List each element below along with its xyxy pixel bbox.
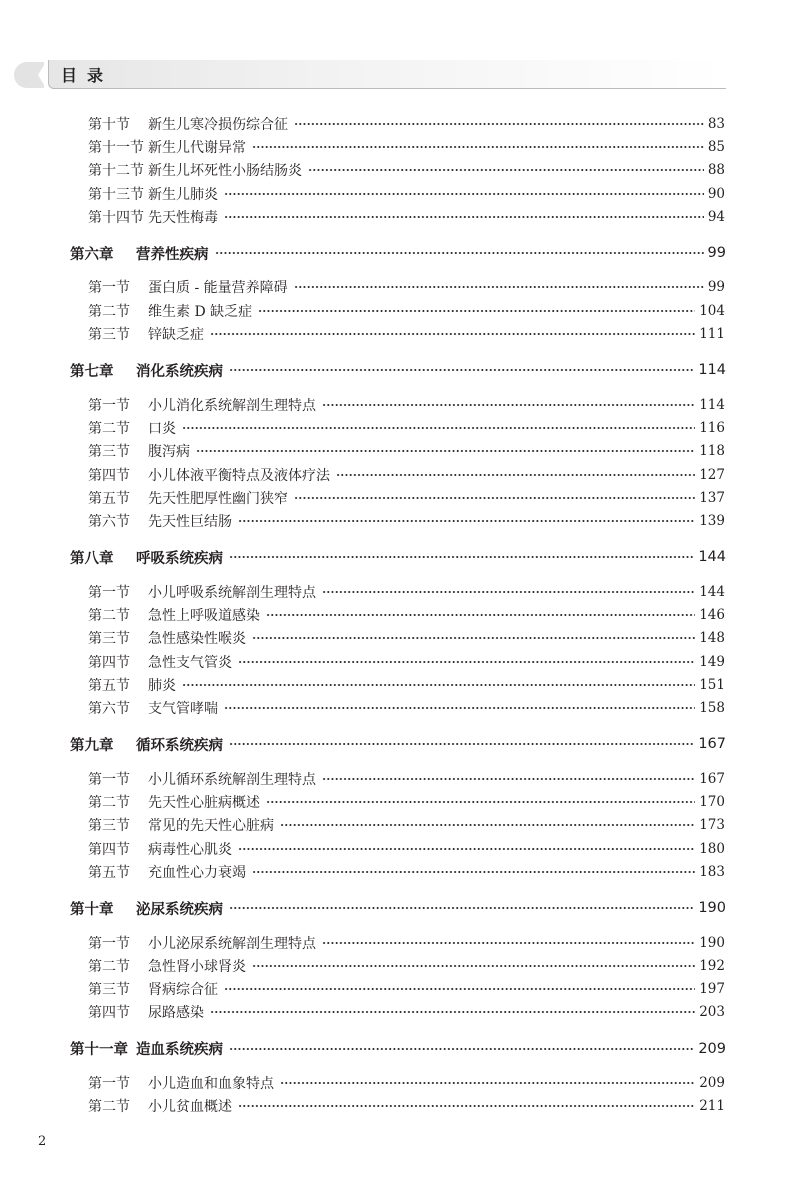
entry-page: 170 (699, 794, 725, 811)
dot-leader (229, 554, 694, 560)
toc-section-entry[interactable] (0, 650, 725, 673)
entry-title: 尿路感染 (148, 1005, 204, 1022)
dot-leader (224, 191, 704, 197)
entry-number: 第四节 (88, 467, 130, 484)
dot-leader (252, 869, 695, 875)
entry-page: 114 (699, 396, 725, 413)
entry-page: 139 (699, 513, 725, 530)
entry-title: 蛋白质 - 能量营养障碍 (148, 280, 288, 297)
entry-title: 维生素 D 缺乏症 (148, 303, 253, 320)
entry-title: 肾病综合征 (148, 982, 218, 999)
toc-section-entry[interactable] (0, 1001, 725, 1024)
toc-section-entry[interactable] (0, 697, 725, 720)
dot-leader (266, 799, 695, 805)
page-number: 2 (38, 1134, 47, 1149)
entry-number: 第三节 (88, 631, 130, 648)
dot-leader (224, 986, 695, 992)
toc-section-entry[interactable] (0, 673, 725, 696)
entry-number: 第二节 (88, 958, 130, 975)
entry-number: 第一节 (88, 397, 130, 414)
entry-number: 第九章 (70, 737, 114, 754)
entry-number: 第四节 (88, 654, 130, 671)
toc-section-entry[interactable] (0, 205, 725, 228)
toc-section-entry[interactable] (0, 299, 725, 322)
toc-section-entry[interactable] (0, 1095, 725, 1118)
toc-section-entry[interactable] (0, 276, 725, 299)
entry-page: 144 (698, 549, 726, 566)
entry-title: 消化系统疾病 (136, 363, 223, 380)
entry-page: 127 (699, 466, 725, 483)
toc-section-entry[interactable] (0, 1071, 725, 1094)
entry-title: 新生儿代谢异常 (148, 139, 246, 156)
entry-title: 急性支气管炎 (148, 654, 232, 671)
entry-title: 腹泻病 (148, 444, 190, 461)
table-of-contents (0, 112, 800, 1118)
entry-page: 190 (699, 934, 725, 951)
entry-title: 先天性肥厚性幽门狭窄 (148, 490, 288, 507)
entry-number: 第十一节 (88, 139, 144, 156)
entry-number: 第十四节 (88, 209, 144, 226)
toc-section-entry[interactable] (0, 837, 725, 860)
entry-number: 第六节 (88, 701, 130, 718)
entry-page: 94 (707, 208, 725, 225)
entry-page: 144 (699, 583, 725, 600)
entry-page: 99 (707, 279, 725, 296)
dot-leader (196, 448, 695, 454)
entry-page: 88 (707, 162, 725, 179)
entry-number: 第四节 (88, 841, 130, 858)
toc-section-entry[interactable] (0, 416, 725, 439)
entry-page: 83 (707, 115, 725, 132)
dot-leader (294, 284, 704, 290)
entry-title: 新生儿肺炎 (148, 186, 218, 203)
entry-title: 急性上呼吸道感染 (148, 607, 260, 624)
entry-page: 158 (699, 700, 725, 717)
dot-leader (322, 776, 695, 782)
entry-page: 167 (699, 770, 725, 787)
dot-leader (238, 846, 695, 852)
toc-section-entry[interactable] (0, 463, 725, 486)
entry-title: 造血系统疾病 (136, 1042, 223, 1059)
header-bar (48, 60, 726, 89)
toc-chapter-entry[interactable] (0, 359, 726, 382)
toc-section-entry[interactable] (0, 978, 725, 1001)
dot-leader (336, 472, 695, 478)
dot-leader (229, 367, 694, 373)
entry-page: 104 (699, 302, 725, 319)
page-header (0, 58, 800, 92)
toc-section-entry[interactable] (0, 440, 725, 463)
dot-leader (252, 635, 695, 641)
entry-number: 第八章 (70, 550, 114, 567)
entry-page: 90 (707, 185, 725, 202)
dot-leader (294, 495, 695, 501)
entry-page: 183 (699, 863, 725, 880)
toc-chapter-entry[interactable] (0, 733, 726, 756)
entry-number: 第一节 (88, 584, 130, 601)
dot-leader (322, 402, 695, 408)
entry-number: 第七章 (70, 363, 114, 380)
entry-page: 118 (699, 443, 725, 460)
entry-number: 第二节 (88, 1099, 130, 1116)
entry-title: 小儿循环系统解剖生理特点 (148, 771, 316, 788)
entry-title: 先天性心脏病概述 (148, 795, 260, 812)
entry-title: 呼吸系统疾病 (136, 550, 223, 567)
toc-section-entry[interactable] (0, 603, 725, 626)
entry-page: 149 (699, 653, 725, 670)
entry-page: 137 (699, 489, 725, 506)
entry-number: 第五节 (88, 864, 130, 881)
entry-number: 第一节 (88, 280, 130, 297)
entry-number: 第一节 (88, 935, 130, 952)
entry-title: 小儿体液平衡特点及液体疗法 (148, 467, 330, 484)
entry-page: 211 (699, 1098, 725, 1115)
entry-page: 146 (699, 606, 725, 623)
entry-number: 第十章 (70, 901, 114, 918)
entry-number: 第十节 (88, 116, 130, 133)
entry-title: 肺炎 (148, 677, 176, 694)
entry-page: 116 (699, 419, 725, 436)
toc-chapter-entry[interactable] (0, 241, 726, 264)
dot-leader (308, 167, 704, 173)
dot-leader (280, 822, 695, 828)
header-title: 目录 (61, 66, 114, 85)
entry-number: 第三节 (88, 444, 130, 461)
entry-number: 第三节 (88, 818, 130, 835)
entry-title: 先天性梅毒 (148, 209, 218, 226)
entry-page: 209 (699, 1075, 725, 1092)
entry-page: 148 (699, 630, 725, 647)
dot-leader (229, 741, 694, 747)
entry-page: 114 (698, 362, 726, 379)
entry-title: 营养性疾病 (136, 246, 209, 263)
entry-page: 190 (698, 900, 726, 917)
entry-number: 第二节 (88, 420, 130, 437)
dot-leader (280, 1080, 695, 1086)
entry-title: 锌缺乏症 (148, 327, 204, 344)
entry-number: 第二节 (88, 607, 130, 624)
entry-number: 第十三节 (88, 186, 144, 203)
toc-section-entry[interactable] (0, 931, 725, 954)
entry-title: 先天性巨结肠 (148, 514, 232, 531)
entry-number: 第六节 (88, 514, 130, 531)
header-tab-decoration (14, 62, 44, 88)
toc-chapter-entry[interactable] (0, 897, 726, 920)
dot-leader (229, 1046, 694, 1052)
entry-number: 第一节 (88, 771, 130, 788)
dot-leader (238, 518, 695, 524)
dot-leader (182, 682, 695, 688)
dot-leader (215, 250, 704, 256)
toc-section-entry[interactable] (0, 393, 725, 416)
dot-leader (238, 1103, 695, 1109)
entry-title: 小儿贫血概述 (148, 1099, 232, 1116)
entry-title: 小儿泌尿系统解剖生理特点 (148, 935, 316, 952)
dot-leader (229, 905, 694, 911)
dot-leader (322, 589, 695, 595)
dot-leader (210, 331, 695, 337)
entry-title: 小儿呼吸系统解剖生理特点 (148, 584, 316, 601)
entry-number: 第二节 (88, 795, 130, 812)
entry-number: 第五节 (88, 490, 130, 507)
entry-title: 新生儿寒冷损伤综合征 (148, 116, 288, 133)
toc-section-entry[interactable] (0, 486, 725, 509)
entry-page: 173 (699, 817, 725, 834)
entry-page: 203 (699, 1004, 725, 1021)
entry-title: 急性感染性喉炎 (148, 631, 246, 648)
entry-title: 病毒性心肌炎 (148, 841, 232, 858)
dot-leader (322, 940, 695, 946)
dot-leader (210, 1009, 695, 1015)
toc-section-entry[interactable] (0, 182, 725, 205)
dot-leader (266, 612, 695, 618)
entry-number: 第一节 (88, 1076, 130, 1093)
dot-leader (252, 963, 695, 969)
entry-number: 第十一章 (70, 1042, 128, 1059)
entry-page: 192 (699, 957, 725, 974)
entry-page: 85 (707, 138, 725, 155)
entry-number: 第三节 (88, 327, 130, 344)
entry-title: 小儿造血和血象特点 (148, 1076, 274, 1093)
entry-page: 167 (698, 736, 726, 753)
entry-page: 180 (699, 840, 725, 857)
dot-leader (252, 144, 704, 150)
entry-title: 小儿消化系统解剖生理特点 (148, 397, 316, 414)
toc-section-entry[interactable] (0, 767, 725, 790)
entry-number: 第六章 (70, 246, 114, 263)
entry-page: 99 (707, 245, 726, 262)
toc-chapter-entry[interactable] (0, 1037, 726, 1060)
entry-number: 第四节 (88, 1005, 130, 1022)
entry-number: 第十二节 (88, 163, 144, 180)
toc-section-entry[interactable] (0, 509, 725, 532)
dot-leader (182, 425, 695, 431)
toc-section-entry[interactable] (0, 580, 725, 603)
toc-section-entry[interactable] (0, 135, 725, 158)
toc-section-entry[interactable] (0, 790, 725, 813)
entry-title: 循环系统疾病 (136, 737, 223, 754)
dot-leader (224, 705, 695, 711)
dot-leader (294, 121, 704, 127)
entry-number: 第二节 (88, 303, 130, 320)
entry-number: 第五节 (88, 677, 130, 694)
dot-leader (258, 308, 695, 314)
toc-section-entry[interactable] (0, 627, 725, 650)
toc-section-entry[interactable] (0, 954, 725, 977)
toc-section-entry[interactable] (0, 860, 725, 883)
entry-page: 197 (699, 981, 725, 998)
dot-leader (238, 659, 695, 665)
entry-title: 充血性心力衰竭 (148, 864, 246, 881)
entry-number: 第三节 (88, 982, 130, 999)
entry-title: 急性肾小球肾炎 (148, 958, 246, 975)
entry-title: 支气管哮喘 (148, 701, 218, 718)
entry-title: 泌尿系统疾病 (136, 901, 223, 918)
toc-section-entry[interactable] (0, 112, 725, 135)
toc-section-entry[interactable] (0, 159, 725, 182)
entry-title: 口炎 (148, 420, 176, 437)
dot-leader (224, 214, 704, 220)
entry-page: 111 (699, 326, 725, 343)
toc-chapter-entry[interactable] (0, 546, 726, 569)
entry-page: 209 (698, 1040, 726, 1057)
entry-title: 新生儿坏死性小肠结肠炎 (148, 163, 302, 180)
entry-page: 151 (699, 676, 725, 693)
entry-title: 常见的先天性心脏病 (148, 818, 274, 835)
toc-section-entry[interactable] (0, 814, 725, 837)
toc-section-entry[interactable] (0, 322, 725, 345)
